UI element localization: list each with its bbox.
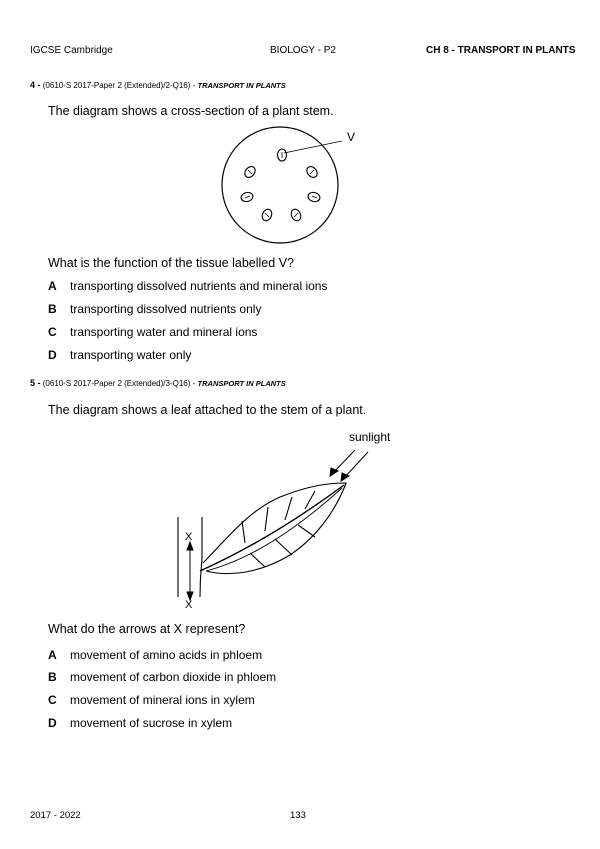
question-4-option-a[interactable] [48, 279, 568, 295]
question-5-stem: The diagram shows a leaf attached to the stem of a plant. [48, 403, 367, 417]
leaf [200, 483, 346, 574]
label-sunlight: sunlight [349, 430, 391, 444]
option-text: movement of carbon dioxide in phloem [70, 670, 277, 684]
question-topic: TRANSPORT IN PLANTS [197, 379, 286, 388]
option-text: movement of mineral ions in xylem [70, 693, 255, 707]
question-source: (0610-S 2017-Paper 2 (Extended)/2-Q16) [42, 81, 191, 90]
footer-years: 2017 - 2022 [30, 810, 81, 821]
question-5-option-a[interactable] [48, 648, 568, 664]
option-letter: C [48, 325, 57, 339]
option-text: movement of sucrose in xylem [70, 716, 233, 730]
option-letter: A [48, 279, 57, 293]
question-number: 4 - [30, 80, 41, 90]
option-text: movement of amino acids in phloem [70, 648, 263, 662]
question-5-prompt: What do the arrows at X represent? [48, 622, 246, 636]
option-text: transporting dissolved nutrients only [70, 302, 262, 316]
question-5-reference: 5 - (0610-S 2017-Paper 2 (Extended)/3-Q16) - TRANSPORT IN PLANTS [30, 378, 286, 388]
stem-outline [222, 127, 338, 243]
question-number: 5 - [30, 378, 41, 388]
option-letter: C [48, 693, 57, 707]
label-v: V [347, 130, 356, 144]
x-arrows [187, 542, 193, 600]
option-letter: B [48, 670, 57, 684]
header-center: BIOLOGY - P2 [270, 45, 336, 56]
option-letter: D [48, 348, 57, 362]
question-4-reference: 4 - (0610-S 2017-Paper 2 (Extended)/2-Q16) - TRANSPORT IN PLANTS [30, 80, 286, 90]
header-left: IGCSE Cambridge [30, 45, 113, 56]
question-4-stem: The diagram shows a cross-section of a plant stem. [48, 104, 334, 118]
option-letter: A [48, 648, 57, 662]
option-text: transporting water only [70, 348, 192, 362]
label-x-bottom: X [185, 599, 193, 610]
label-x-top: X [185, 531, 193, 543]
question-topic: TRANSPORT IN PLANTS [197, 81, 286, 90]
leaf-stem-diagram [170, 425, 410, 610]
stem-cross-section-diagram [220, 125, 370, 250]
vascular-bundles [240, 149, 321, 222]
sunlight-arrows [330, 450, 368, 481]
option-text: transporting water and mineral ions [70, 325, 258, 339]
question-4-prompt: What is the function of the tissue labelled V? [48, 256, 294, 270]
question-5-option-d[interactable] [48, 716, 568, 732]
header-right: CH 8 - TRANSPORT IN PLANTS [426, 45, 576, 56]
question-4-option-c[interactable] [48, 325, 568, 341]
question-5-option-c[interactable] [48, 693, 568, 709]
page-number: 133 [290, 810, 306, 821]
option-letter: B [48, 302, 57, 316]
question-source: (0610-S 2017-Paper 2 (Extended)/3-Q16) [42, 379, 191, 388]
label-line-v [284, 141, 342, 153]
option-letter: D [48, 716, 57, 730]
question-5-option-b[interactable] [48, 670, 568, 686]
question-4-option-d[interactable] [48, 348, 568, 364]
question-4-option-b[interactable] [48, 302, 568, 318]
option-text: transporting dissolved nutrients and mineral ions [70, 279, 328, 293]
